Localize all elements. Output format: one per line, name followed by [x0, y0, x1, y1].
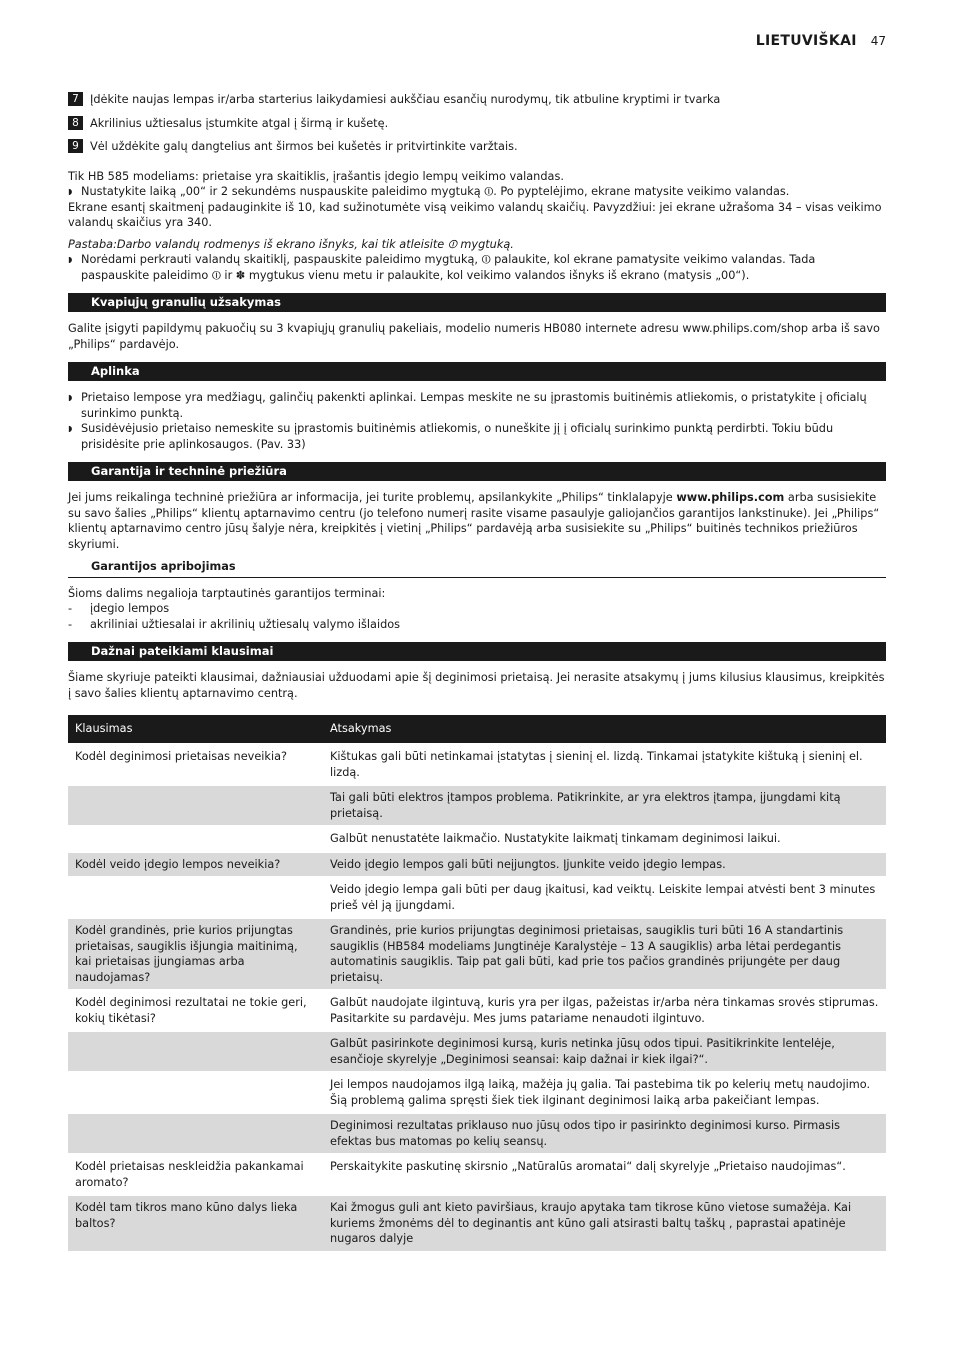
granules-text: Galite įsigyti papildymų pakuočių su 3 kvapiųjų granulių pakeliais, modelio numeris HB080 internete adresu www.philips.com/shop arba iš savo „Philips“ pardavėjo. — [68, 322, 880, 351]
table-row — [68, 744, 886, 785]
step-text: Įdėkite naujas lempas ir/arba starterius laikydamiesi aukščiau esančių nurodymų, tik atbuline kryptimi ir tvarka — [90, 93, 721, 106]
step-7 — [68, 92, 886, 108]
page-number: 47 — [870, 34, 886, 48]
counter-intro: Tik HB 585 modeliams: prietaise yra skaitiklis, įrašantis įdegio lempų veikimo valandas. — [68, 169, 564, 183]
answer-cell: Deginimosi rezultatas priklauso nuo jūsų odos tipo ir pasirinkto deginimosi kurso. Pirmasis efektas bus matomas po kelių seansų. — [323, 1113, 886, 1154]
page-header — [756, 34, 886, 50]
question-cell: Kodėl prietaisas neskleidžia pakankamai aromato? — [68, 1154, 323, 1195]
answer-cell: Galbūt naudojate ilgintuvą, kuris yra per ilgas, pažeistas ir/arba nėra tinkamas srovės stiprumas. Pasitarkite su pardavėju. Mes jums patariame nenaudoti ilgintuvo. — [323, 990, 886, 1031]
philips-link[interactable]: www.philips.com — [676, 491, 785, 504]
answer-cell: Veido įdegio lempos gali būti neįjungtos. Įjunkite veido įdegio lempas. — [323, 852, 886, 878]
step-text: Vėl uždėkite galų dangtelius ant širmos bei kušetės ir pritvirtinkite varžtais. — [90, 140, 518, 153]
step-text: Akrilinius užtiesalus įstumkite atgal į širmą ir kušetę. — [90, 116, 389, 130]
step-8 — [68, 116, 886, 132]
question-cell — [68, 877, 323, 918]
subsection-heading-restrictions: Garantijos apribojimas — [68, 559, 886, 578]
table-header-row — [68, 715, 886, 744]
question-cell — [68, 1072, 323, 1113]
bullet-icon: ◗ — [68, 255, 73, 264]
step-9 — [68, 139, 886, 155]
bullet-icon: ◗ — [68, 424, 73, 433]
guarantee-text — [68, 490, 886, 552]
bullet-icon: ◗ — [68, 393, 73, 402]
counter-multiply: Ekrane esantį skaitmenį padauginkite iš 10, kad sužinotumėte visą veikimo valandų skaičių. Pavyzdžiui: jei ekrane užrašoma 34 – visas veikimo valandų skaičius yra 340. — [68, 200, 882, 229]
restriction-item-text: akriliniai užtiesalai ir akrilinių užtiesalų valymo išlaidos — [90, 617, 401, 631]
answer-cell: Grandinės, prie kurios prijungtas deginimosi prietaisas, saugiklis turi būti 16 A standartinis saugiklis (HB584 modeliams Jungtinėje Karalystėje – 13 A saugiklis) arba lėtai perdegantis automatinis saugiklis. Taip pat gali būti, kad prie tos pačios grandinės prijungėte per daug prietaisų. — [323, 918, 886, 990]
bullet-text: Norėdami perkrauti valandų skaitiklį, paspauskite paleidimo mygtuką, ⏼ palaukite, kol ekrane pamatysite veikimo valandas. Tada paspauskite paleidimo ⏼ ir ✽ mygtukus vienu metu ir palaukite, kol veikimo valandos išnyks iš ekrano (matysis „00“). — [81, 253, 816, 282]
restrictions-intro: Šioms dalims negalioja tarptautinės garantijos terminai: — [68, 586, 386, 600]
bullet-icon: ◗ — [68, 187, 73, 196]
bullet-text: Susidėvėjusio prietaiso nemeskite su įprastomis buitinėmis atliekomis, o nuneškite jį į oficialų surinkimo punktą perdirbti. Tokiu būdu prisidėsite prie aplinkosaugos. (Pav. 33) — [81, 422, 834, 451]
column-header-question: Klausimas — [68, 715, 323, 744]
answer-cell: Kai žmogus guli ant kieto paviršiaus, kraujo apytaka tam tikrose kūno vietose sumažėja. Kai kuriems žmonėms dėl to deginantis ant kūno gali atsirasti baltų taškų , paprastai apatinėje nugaros dalyje — [323, 1195, 886, 1251]
restriction-item: - akriliniai užtiesalai ir akrilinių užtiesalų valymo išlaidos — [68, 617, 401, 631]
answer-cell: Jei lempos naudojamos ilgą laiką, mažėja jų galia. Tai pastebima tik po kelerių metų naudojimo. Šią problemą galima spręsti šiek tiek ilginant deginimosi laiką arba pakeičiant lempas. — [323, 1072, 886, 1113]
table-row — [68, 1113, 886, 1154]
restriction-item: - įdegio lempos — [68, 602, 170, 615]
question-cell: Kodėl deginimosi prietaisas neveikia? — [68, 744, 323, 785]
question-cell: Kodėl tam tikros mano kūno dalys lieka baltos? — [68, 1195, 323, 1251]
question-cell: Kodėl deginimosi rezultatai ne tokie geri, kokių tikėtasi? — [68, 990, 323, 1031]
counter-bullet — [68, 184, 886, 200]
guarantee-text-before: Jei jums reikalinga techninė priežiūra ar informacija, jei turite problemų, apsilankykite „Philips“ tinklalapyje — [68, 491, 677, 504]
environment-bullet — [68, 390, 886, 421]
section-heading-environment: Aplinka — [68, 362, 886, 381]
table-row — [68, 826, 886, 852]
section-heading-faq: Dažnai pateikiami klausimai — [68, 642, 886, 661]
table-row — [68, 877, 886, 918]
page-content — [68, 92, 886, 1251]
table-row — [68, 1072, 886, 1113]
question-cell — [68, 826, 323, 852]
guarantee-text-after: arba susisiekite su savo šalies „Philips“ klientų aptarnavimo centru (jo telefono numerį rasite visame pasaulyje galiojančios garantijos lankstinuke). Jei „Philips“ klientų aptarnavimo centro jūsų šalyje nėra, kreipkitės į vietinį „Philips“ pardavėją arba susisiekite su „Philips“ buitinės technikos priežiūros skyriumi. — [68, 491, 880, 551]
question-cell — [68, 1031, 323, 1072]
faq-intro: Šiame skyriuje pateikti klausimai, dažniausiai užduodami apie šį deginimosi prietaisą. Jei nerasite atsakymų į jums kilusius klausimus, kreipkitės į savo šalies klientų aptarnavimo centrą. — [68, 671, 885, 700]
table-row — [68, 1195, 886, 1251]
bullet-text: Nustatykite laiką „00“ ir 2 sekundėms nuspauskite paleidimo mygtuką ⏼. Po pyptelėjimo, ekrane matysite veikimo valandas. — [81, 185, 790, 198]
counter-note: Pastaba:Darbo valandų rodmenys iš ekrano išnyks, kai tik atleisite ⏼ mygtuką. — [68, 237, 514, 251]
step-number: 8 — [68, 116, 83, 130]
step-number: 7 — [68, 92, 83, 106]
faq-table — [68, 715, 886, 1251]
answer-cell: Perskaitykite paskutinę skirsnio „Natūralūs aromatai“ dalį skyrelyje „Prietaiso naudojimas“. — [323, 1154, 886, 1195]
table-row — [68, 1154, 886, 1195]
table-row — [68, 852, 886, 878]
table-row — [68, 990, 886, 1031]
question-cell: Kodėl veido įdegio lempos neveikia? — [68, 852, 323, 878]
column-header-answer: Atsakymas — [323, 715, 886, 744]
answer-cell: Kištukas gali būti netinkamai įstatytas į sieninį el. lizdą. Tinkamai įstatykite kištuką į sieninį el. lizdą. — [323, 744, 886, 785]
table-row — [68, 1031, 886, 1072]
step-number: 9 — [68, 139, 83, 153]
restriction-item-text: įdegio lempos — [90, 602, 170, 615]
question-cell: Kodėl grandinės, prie kurios prijungtas prietaisas, saugiklis išjungia maitinimą, kai prietaisas įjungiamas arba naudojamas? — [68, 918, 323, 990]
section-heading-granules: Kvapiųjų granulių užsakymas — [68, 293, 886, 312]
answer-cell: Veido įdegio lempa gali būti per daug įkaitusi, kad veiktų. Leiskite lempai atvėsti bent 3 minutes prieš vėl ją įjungdami. — [323, 877, 886, 918]
question-cell — [68, 1113, 323, 1154]
table-row — [68, 785, 886, 826]
answer-cell: Galbūt nenustatėte laikmačio. Nustatykite laikmatį tinkamam deginimosi laikui. — [323, 826, 886, 852]
question-cell — [68, 785, 323, 826]
language-label: LIETUVIŠKAI — [755, 33, 857, 49]
bullet-text: Prietaiso lempose yra medžiagų, galinčių pakenkti aplinkai. Lempas meskite ne su įprastomis buitinėmis atliekomis, o pristatykite į oficialų surinkimo punktą. — [81, 391, 867, 420]
table-row — [68, 918, 886, 990]
environment-bullet — [68, 421, 886, 452]
answer-cell: Galbūt pasirinkote deginimosi kursą, kuris netinka jūsų odos tipui. Pasitikrinkite lentelėje, esančioje skyrelyje „Deginimosi seansai: kaip dažnai ir kiek ilgai?“. — [323, 1031, 886, 1072]
section-heading-guarantee: Garantija ir techninė priežiūra — [68, 462, 886, 481]
answer-cell: Tai gali būti elektros įtampos problema. Patikrinkite, ar yra elektros įtampa, įjungdami kitą prietaisą. — [323, 785, 886, 826]
counter-reset-bullet — [68, 252, 886, 283]
